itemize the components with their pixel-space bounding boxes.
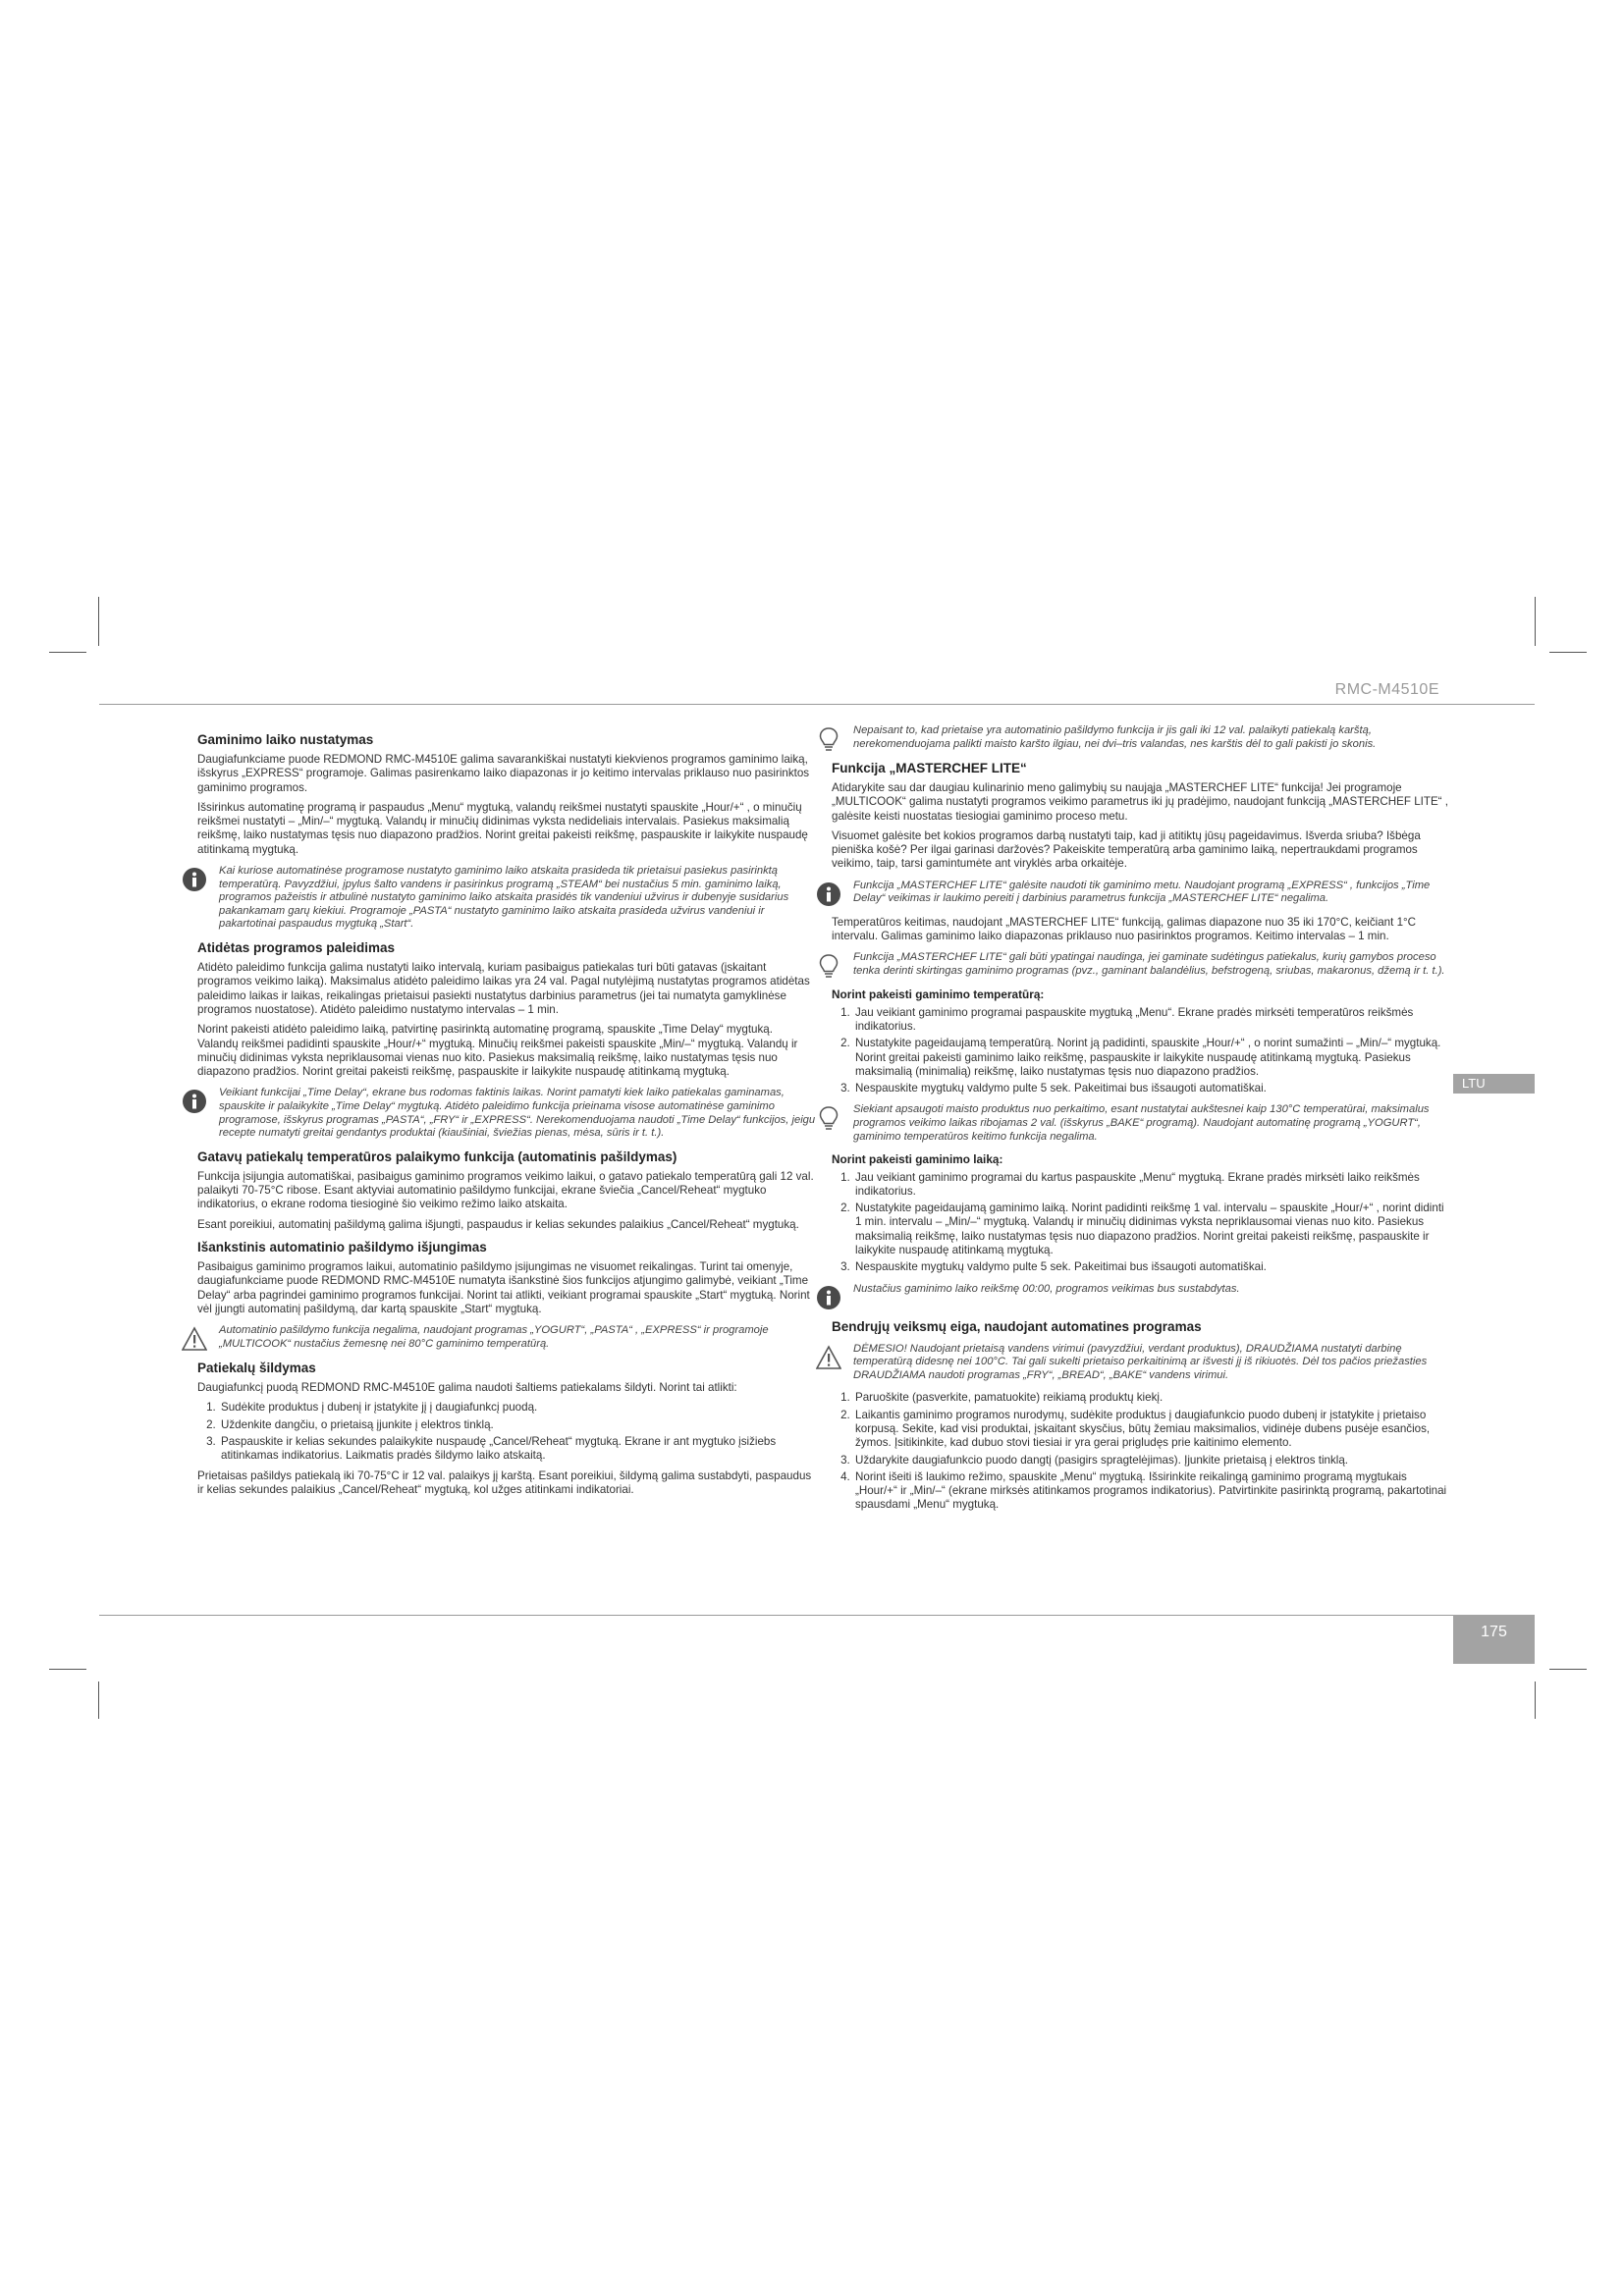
warning-note <box>197 1324 816 1352</box>
paragraph: Visuomet galėsite bet kokios programos darbą nustatyti taip, kad ji atitiktų jūsų pageidavimus. Išverda sriuba? Išbėga pieniška košė? Per ilgai garinasi daržovės? Pakeiskite temperatūrą arba gaminimo laiką, nepertraukdami programos veikimo, taip, tarsi gamintumėte ant viryklės arba orkaitėje. <box>832 828 1421 871</box>
subsection-title: Norint pakeisti gaminimo laiką: <box>832 1152 1003 1167</box>
lightbulb-icon <box>816 726 841 752</box>
list-item: 4. Norint išeiti iš laukimo režimo, spauskite „Menu“ mygtuką. Išsirinkite reikalingą gaminimo programą mygtukais „Hour/+“ ir „Min/–“ (ekrane mirksės atitinkamos programos indikatorius). Patvirtinkite pasirinktą programą, pakartotinai spausdami „Menu“ mygtuką. <box>853 1470 1450 1513</box>
note-text: Nustačius gaminimo laiko reikšmę 00:00, programos veikimas bus sustabdytas. <box>853 1282 1240 1295</box>
info-note <box>832 880 1450 907</box>
list-item: 3. Uždarykite daugiafunkcio puodo dangtį (pasigirs spragtelėjimas). Įjunkite prietaisą į elektros tinklą. <box>853 1454 1450 1468</box>
crop-mark <box>1549 1669 1587 1670</box>
tip-note <box>832 1103 1450 1144</box>
subsection-title: Norint pakeisti gaminimo temperatūrą: <box>832 988 1045 1002</box>
lightbulb-icon <box>816 953 841 979</box>
lightbulb-icon <box>816 1105 841 1131</box>
warning-icon <box>182 1326 207 1352</box>
paragraph: Daugiafunkciame puode REDMOND RMC-M4510E galima savarankiškai nustatyti kiekvienos programos gaminimo laiką, išskyrus „EXPRESS“ programoje. Galimas pasirenkamo laiko diapazonas ir jo keitimo intervalas priklauso nuo pasirinktos gaminimo programos. <box>197 753 810 794</box>
note-text: Funkcija „MASTERCHEF LITE“ galėsite naudoti tik gaminimo metu. Naudojant programą „EXPRESS“ , funkcijos „Time Delay“ veikimas ir laukimo pereiti į darbinius parametrus funkcija „MASTERCHEF LITE“ negalima. <box>853 879 1431 905</box>
section-title: Išankstinis automatinio pašildymo išjungimas <box>197 1239 487 1255</box>
paragraph: Prietaisas pašildys patiekalą iki 70-75°C ir 12 val. palaikys jį karštą. Esant poreikiui, šildymą galima sustabdyti, paspaudus ir kelias sekundes palaikius „Cancel/Reheat“ mygtuką, kol užges atitinkami indikatoriai. <box>197 1468 812 1496</box>
left-column <box>197 724 816 1503</box>
crop-mark <box>1535 597 1536 646</box>
section-title: Patiekalų šildymas <box>197 1361 316 1376</box>
crop-mark <box>49 652 86 653</box>
section-title: Funkcija „MASTERCHEF LITE“ <box>832 761 1027 775</box>
note-text: DĖMESIO! Naudojant prietaisą vandens virimui (pavyzdžiui, verdant produktus), DRAUDŽIAMA nustatyti darbinę temperatūrą didesnę nei 100°C. Tai gali sukelti prietaiso perkaitinimą ar išvesti jį iš rikiuotės. Dėl tos pačios priežasties DRAUDŽIAMA naudoti programas „FRY“, „BREAD“, „BAKE“ vandens virimui. <box>853 1342 1428 1381</box>
info-note <box>832 1283 1450 1310</box>
warning-icon <box>816 1345 841 1370</box>
info-icon <box>816 1285 841 1310</box>
paragraph: Esant poreikiui, automatinį pašildymą galima išjungti, paspaudus ir kelias sekundes palaikius „Cancel/Reheat“ mygtuką. <box>197 1217 799 1231</box>
note-text: Veikiant funkcijai „Time Delay“, ekrane bus rodomas faktinis laikas. Norint pamatyti kiek laiko patiekalas gaminamas, spauskite ir palaikykite „Time Delay“ mygtuką. Atidėto paleidimo funkcija prieinama visose automatinėse gaminimo programose, išskyrus programas „PASTA“, „FRY“ ir „EXPRESS“. Nerekomenduojama naudoti „Time Delay“ funkcijos, jeigu recepte numatyti greitai gendantys produktai (kiaušiniai, šviežias pienas, mėsa, sūris ir t. t.). <box>219 1087 816 1140</box>
note-text: Automatinio pašildymo funkcija negalima, naudojant programas „YOGURT“, „PASTA“ , „EXPRESS“ ir programoje „MULTICOOK“ nustačius žemesnę nei 80°C gaminimo temperatūrą. <box>219 1324 769 1350</box>
list-item: 2. Nustatykite pageidaujamą gaminimo laiką. Norint padidinti reikšmę 1 val. intervalu – spauskite „Hour/+“ , norint didinti 1 min. intervalu – „Min/–“ mygtuką. Valandų ir minučių didinimas vyksta nepriklausomai vienas nuo kito. Pasiekus maksimalią reikšmę, laiko nustatymas tęsis nuo diapazono pradžios. Norint greitai pakeisti reikšmę, paspauskite ir laikykite nuspaudę atitinkamą mygtuką. <box>853 1201 1450 1257</box>
paragraph: Daugiafunkcį puodą REDMOND RMC-M4510E galima naudoti šaltiems patiekalams šildyti. Norint tai atlikti: <box>197 1381 737 1395</box>
info-icon <box>816 881 841 907</box>
crop-mark <box>98 1682 99 1719</box>
crop-mark <box>98 597 99 646</box>
info-icon <box>182 867 207 892</box>
list-item: 3. Paspauskite ir kelias sekundes palaikykite nuspaudę „Cancel/Reheat“ mygtuką. Ekrane ir ant mygtuko įsižiebs atitinkamas indikatorius. Laikmatis pradės šildymo laiko atskaitą. <box>219 1435 816 1464</box>
list-item: 2. Nustatykite pageidaujamą temperatūrą. Norint ją padidinti, spauskite „Hour/+“ , o norint sumažinti – „Min/–“ mygtuką. Norint greitai pakeisti gaminimo laiko reikšmę, paspauskite ir laikykite nuspaudę atitinkamą mygtuką. Pasiekus maksimalią (minimalią) reikšmę, laiko nustatymas tęsis nuo diapazono pradžios. <box>853 1037 1450 1079</box>
steps-list <box>832 1171 1450 1275</box>
steps-list <box>832 1391 1450 1512</box>
warning-note <box>832 1343 1450 1383</box>
list-item: 2. Laikantis gaminimo programos nurodymų, sudėkite produktus į daugiafunkcio puodo dubenį ir įstatykite į prietaiso korpusą. Sekite, kad visi produktai, įskaitant skysčius, būtų žemiau maksimalios, vidinėje dubens pusėje esančios, žymos. Įsitikinkite, kad dubuo stovi tiesiai ir yra gerai prigludęs prie kaitinimo elemento. <box>853 1409 1450 1451</box>
list-item: 3. Nespauskite mygtukų valdymo pulte 5 sek. Pakeitimai bus išsaugoti automatiškai. <box>853 1260 1450 1274</box>
right-column <box>832 724 1450 1519</box>
paragraph: Išsirinkus automatinę programą ir paspaudus „Menu“ mygtuką, valandų reikšmei nustatyti spauskite „Hour/+“ , o minučių reikšmei nustatyti – „Min/–“ mygtuką. Valandų ir minučių didinimas vyksta nedideliais intervalais. Pasiekus maksimalią reikšmę, laiko nustatymas tęsis nuo diapazono pradžios. Norint greitai pakeisti reikšmę, paspauskite ir laikykite nuspaudę atitinkamą mygtuką. <box>197 800 808 856</box>
list-item: 1. Sudėkite produktus į dubenį ir įstatykite jį į daugiafunkcį puodą. <box>219 1401 816 1415</box>
paragraph: Atidėto paleidimo funkcija galima nustatyti laiko intervalą, kuriam pasibaigus patiekalas turi būti gatavas (įskaitant programos veikimo laiką). Maksimalus atidėto paleidimo laikas yra 24 val. Pagal nutylėjimą nustatytas programos atidėtas paleidimo laikas ir laikas, reikalingas prietaisui pasiekti nustatytus darbinius parametrus (jei tai numatyta gamyklinėse programos nuostatose). Atidėto paleidimo nustatymo intervalas – 1 min. <box>197 961 810 1016</box>
info-note <box>197 865 816 932</box>
header-rule <box>99 704 1535 705</box>
section-title: Gaminimo laiko nustatymas <box>197 732 374 747</box>
paragraph: Temperatūros keitimas, naudojant „MASTERCHEF LITE“ funkciją, galimas diapazone nuo 35 iki 170°C, keičiant 1°C intervalu. Galimas gaminimo laiko diapazonas priklauso nuo pasirinktos programos. Keitimo intervalas – 1 min. <box>832 915 1417 943</box>
note-text: Siekiant apsaugoti maisto produktus nuo perkaitimo, esant nustatytai aukštesnei kaip 130°C temperatūrai, maksimalus programos veikimo laikas ribojamas 2 val. (išskyrus „BAKE“ programą). Naudojant automatinę programą „YOGURT“, gaminimo temperatūros keitimo funkcija negalima. <box>853 1103 1430 1143</box>
steps-list <box>197 1401 816 1463</box>
info-icon <box>182 1089 207 1114</box>
note-text: Kai kuriose automatinėse programose nustatyto gaminimo laiko atskaita prasideda tik prietaisui pasiekus pasirinktą temperatūrą. Pavyzdžiui, įpylus šalto vandens ir pasirinkus programą „STEAM“ bei nustačius 5 min. gaminimo laiką, programos pažeistis ir atbulinė nustatyto gaminimo laiko atskaita prasidės tik vandeniui užvirus ir dubenyje susidarius pakankamam garų kiekiui. Programoje „PASTA“ nustatyto gaminimo laiko atskaita prasideda užvirus vandeniui ir pakartotinai paspaudus mygtuką „Start“. <box>219 865 789 931</box>
section-title: Atidėtas programos paleidimas <box>197 940 396 956</box>
tip-note <box>832 951 1450 979</box>
paragraph: Atidarykite sau dar daugiau kulinarinio meno galimybių su naująja „MASTERCHEF LITE“ funkcija! Jei programoje „MULTICOOK“ galima nustatyti programos veikimo parametrus iki jų pradėjimo, naudojant funkciją „MASTERCHEF LITE“ , galėsite keisti nuostatas tiesiogiai gaminimo proceso metu. <box>832 781 1448 823</box>
list-item: 1. Jau veikiant gaminimo programai paspauskite mygtuką „Menu“. Ekrane pradės mirksėti temperatūros reikšmės indikatorius. <box>853 1006 1450 1035</box>
info-note <box>197 1087 816 1140</box>
section-title: Gatavų patiekalų temperatūros palaikymo funkcija (automatinis pašildymas) <box>197 1148 677 1164</box>
section-title: Bendrųjų veiksmų eiga, naudojant automatines programas <box>832 1318 1202 1334</box>
crop-mark <box>1535 1682 1536 1719</box>
crop-mark <box>49 1669 86 1670</box>
steps-list <box>832 1006 1450 1096</box>
tip-note <box>832 724 1450 752</box>
footer-rule <box>99 1615 1453 1616</box>
paragraph: Funkcija įsijungia automatiškai, pasibaigus gaminimo programos veikimo laikui, o gatavo patiekalo temperatūrą gali 12 val. palaikyti 70-75°C ribose. Esant aktyviai automatinio pašildymo funkcijai, ekrane šviečia „Cancel/Reheat“ mygtuko indikatorius, o ekrane rodoma tiesioginė šio veikimo režimo laiko atskaita. <box>197 1169 814 1211</box>
paragraph: Pasibaigus gaminimo programos laikui, automatinio pašildymo įsijungimas ne visuomet reikalingas. Turint tai omenyje, daugiafunkciame puode REDMOND RMC-M4510E numatyta išankstinė šios funkcijos atjungimo galimybė, veikiant „Time Delay“ arba pagrindei gaminimo programos funkcijai. Norint tai atlikti, veikiant programai spauskite „Start“ mygtuką. Norint vėl įjungti automatinį pašildymą, dar kartą spauskite „Start“ mygtuką. <box>197 1259 810 1315</box>
list-item: 3. Nespauskite mygtukų valdymo pulte 5 sek. Pakeitimai bus išsaugoti automatiškai. <box>853 1082 1450 1095</box>
language-tab: LTU <box>1453 1074 1535 1094</box>
paragraph: Norint pakeisti atidėto paleidimo laiką, patvirtinę pasirinktą automatinę programą, spauskite „Time Delay“ mygtuką. Valandų reikšmei padidinti spauskite „Hour/+“ mygtuką. Minučių reikšmei pakeisti spauskite „Min/–“ mygtuką. Valandų ir minučių didinimas vyksta nepriklausomai vienas nuo kito. Pasiekus maksimalią reikšmę, laiko nustatymas tęsis nuo diapazono pradžios. Norint greitai pakeisti reikšmę, paspauskite ir laikykite nuspaudę atitinkamą mygtuką. <box>197 1023 798 1079</box>
note-text: Funkcija „MASTERCHEF LITE“ gali būti ypatingai naudinga, jei gaminate sudėtingus patiekalus, kurių gamybos proceso tenka derinti skirtingas gaminimo programas (pvz., gaminant balandėlius, befstrogeną, sriubas, makaronus, džemą ir t. t.). <box>853 951 1445 977</box>
list-item: 1. Jau veikiant gaminimo programai du kartus paspauskite „Menu“ mygtuką. Ekrane pradės mirksėti laiko reikšmės indikatorius. <box>853 1171 1450 1200</box>
crop-mark <box>1549 652 1587 653</box>
model-header: RMC-M4510E <box>1334 681 1439 698</box>
list-item: 2. Uždenkite dangčiu, o prietaisą įjunkite į elektros tinklą. <box>219 1418 816 1432</box>
page-number: 175 <box>1453 1615 1535 1664</box>
list-item: 1. Paruoškite (pasverkite, pamatuokite) reikiamą produktų kiekį. <box>853 1391 1450 1405</box>
note-text: Nepaisant to, kad prietaise yra automatinio pašildymo funkcija ir jis gali iki 12 val. palaikyti patiekalą karštą, nerekomenduojama palikti maisto karšto ilgiau, nei dvi–tris valandas, nes karštis dėl to gali pakisti jo skonis. <box>853 724 1377 750</box>
